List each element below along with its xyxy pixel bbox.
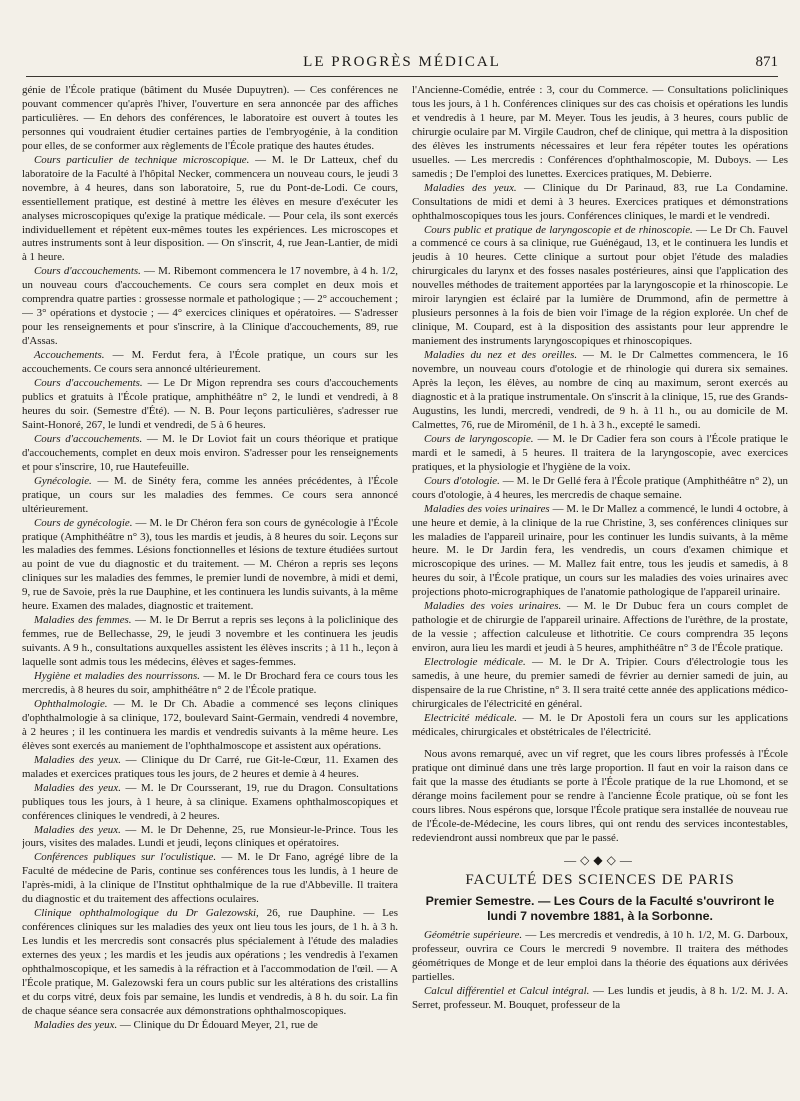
article-paragraph [22, 377, 398, 433]
article-paragraph [412, 349, 788, 433]
paragraph-heading: Electricité médicale. [424, 711, 518, 724]
paragraph-text: — M. le Dr Calmettes commencera, le 16 novembre, un nouveau cours d'otologie et de rhinologie qui durera six semaines. Après la leçon, les élèves, au nombre de cinq au maximum, seront exercés au diagnostic et à la pratique instrumentale. On s'inscrit à la clinique, 15, rue des Grands-Augustins, les lundi, mercredi, vendredi, de 9 h. à 11 h., ou au domicile de M. Calmettes, 76, rue de Miroménil, de 1 h. à 3 h., excepté le samedi. [412, 349, 788, 431]
paragraph-heading: Cours d'otologie. [424, 474, 500, 487]
paragraph-text: — M. Ribemont commencera le 17 novembre, à 4 h. 1/2, un nouveau cours d'accouchements. Ce cours sera complet en deux mois et comprendra quatre parties : grossesse normale et pathologique ; — 2° accouchement ; — 3° opérations et dystocie ; — 4° exercices cliniques et opératoires. — S'adresser pour les renseignements et pour s'inscrire, à la Clinique d'accouchements, 89, rue d'Assas. [22, 265, 398, 348]
paragraph-heading: Cours de laryngoscopie. [424, 432, 534, 445]
paragraph-heading: Maladies du nez et des oreilles. [424, 349, 578, 362]
paragraph-heading: Maladies des yeux. [424, 181, 517, 194]
article-paragraph [412, 475, 788, 503]
paragraph-text: — Clinique du Dr Parinaud, 83, rue La Condamine. Consultations de midi et demi à 3 heures. Exercices pratiques et démonstrations ophthalmoscopiques tous les jours. Conférences cliniques, le mardi et le vendredi. [412, 181, 788, 222]
article-paragraph [22, 154, 398, 266]
article-paragraph [22, 265, 398, 349]
paragraph-text: — M. le Dr Latteux, chef du laboratoire de la Faculté à l'hôpital Necker, commencera un nouveau cours, le jeudi 3 novembre, à 4 heures, dans son laboratoire, 5, rue du Pont-de-Lodi. Ce cours, essentiellement pratique, est destiné à mettre les élèves en mesure d'exécuter les analyses microscopiques qu'exige la pratique médicale. — Pour cela, ils sont exercés individuellement et répètent eux-mêmes toutes les expériences. Les microscopes et autres instruments sont à leur disposition. — On s'inscrit, 4, rue Jean-Lantier, de midi à 1 heure. [22, 153, 398, 264]
paragraph-heading: Conférences publiques sur l'oculistique. [34, 851, 217, 864]
faculty-section-subheading: Premier Semestre. — Les Cours de la Faculté s'ouvriront le lundi 7 novembre 1881, à la Sorbonne. [425, 894, 775, 924]
journal-title: LE PROGRÈS MÉDICAL [303, 54, 501, 70]
paragraph-heading: Maladies des voies urinaires. [424, 600, 562, 613]
left-column [22, 84, 398, 1088]
paragraph-heading: Maladies des femmes. [34, 614, 132, 627]
paragraph-text: — M. le Dr Ch. Abadie a commencé ses leçons cliniques d'ophthalmologie à sa clinique, 172, boulevard Saint-Germain, vendredi 4 novembre, à 2 heures ; il les continuera les mardis et vendredis suivants à la même heure. Les élèves sont exercés au maniement de l'ophthalmoscope et assistent aux opérations. [22, 697, 398, 752]
article-paragraph [22, 84, 398, 154]
article-paragraph [22, 907, 398, 1019]
paragraph-heading: Electrologie médicale. [424, 656, 526, 669]
paragraph-text: l'Ancienne-Comédie, entrée : 3, cour du Commerce. — Consultations policliniques tous les jours, à 1 h. Conférences cliniques sur des cas choisis et opérations les lundis et vendredis à 1 heure, par M. Meyer. Tous les jeudis, à 3 heures, cours public de chirurgie oculaire par M. Virgile Caudron, chef de clinique, qui mettra à la disposition des élèves les instruments nécessaires et leur fera répéter toutes les opérations usuelles. — Les mercredis : Conférences d'ophthalmoscopie, M. Duboys. — Les samedis ; De l'emploi des lunettes. Exercices pratiques, M. Debierre. [412, 84, 788, 180]
section-ornament: —◇◆◇— [564, 853, 636, 868]
article-paragraph [412, 433, 788, 475]
paragraph-heading: Cours d'accouchements. [34, 265, 141, 278]
article-paragraph [22, 1019, 398, 1033]
paragraph-heading: Géométrie supérieure. [424, 929, 523, 942]
paragraph-heading: Maladies des yeux. [34, 823, 121, 836]
paragraph-heading: Maladies des voies urinaires [424, 502, 550, 515]
article-paragraph [22, 433, 398, 475]
article-paragraph [412, 182, 788, 224]
paragraph-text: — M. le Dr Gellé fera à l'École pratique (Amphithéâtre n° 2), un cours d'otologie, à 4 heures, les mercredis de chaque semaine. [412, 474, 788, 501]
paragraph-text: — M. le Dr Loviot fait un cours théorique et pratique d'accouchements, complet en deux mois environ. S'adresser pour les renseignements et pour s'inscrire, 10, rue Hautefeuille. [22, 432, 398, 473]
paragraph-heading: Cours public et pratique de laryngoscopie et de rhinoscopie. [424, 223, 693, 236]
page-number: 871 [755, 54, 778, 70]
paragraph-heading: Calcul différentiel et Calcul intégral. [424, 985, 590, 998]
right-column-paragraphs [412, 84, 788, 845]
paragraph-heading: Maladies des yeux. [34, 753, 122, 766]
article-paragraph [412, 748, 788, 846]
article-paragraph [22, 698, 398, 754]
paragraph-heading: Cours d'accouchements. [34, 432, 143, 445]
paragraph-text: — M. le Dr Apostoli fera un cours sur les applications médicales, chirurgicales et obstétricales de l'électricité. [412, 711, 788, 738]
article-paragraph [412, 503, 788, 601]
article-paragraph [412, 84, 788, 182]
article-paragraph [412, 929, 788, 985]
paragraph-text: — Le Dr Migon reprendra ses cours d'accouchements publics et gratuits à l'École pratique, amphithéâtre n° 2, le lundi et vendredi, à 8 heures du soir. (Semestre d'Été). — N. B. Pour leçons particulières, s'adresser rue Saint-Honoré, 267, le lundi et vendredi, de 5 à 6 heures. [22, 377, 398, 431]
paragraph-text: — M. Ferdut fera, à l'École pratique, un cours sur les accouchements. Ce cours sera annoncé ultérieurement. [22, 349, 398, 376]
paragraph-text: — Le Dr Ch. Fauvel a commencé ce cours à sa clinique, rue Guénégaud, 13, et le continuera les lundis et jeudis à 10 heures. Cette clinique a surtout pour objet l'étude des maladies chirurgicales du larynx et des fosses nasales postérieures, ainsi que l'application des nouvelles méthodes de traitement apportées par la laryngoscopie et la rhinoscopie. Le miroir laryngien est éclairé par la lumière de Drummond, afin de permettre à plusieurs personnes à la fois de bien voir l'image de la région explorée. Un chef de clinique, M. Coupard, est à la disposition des assistants pour leur apprendre le maniement des instruments laryngoscopiques et rhinoscopiques. [412, 223, 788, 348]
paragraph-text: — Les mercredis et vendredis, à 10 h. 1/2, M. G. Darboux, professeur, ouvrira ce Cours le mercredi 9 novembre. Il traitera des méthodes géométriques de Monge et de leur emploi dans la théorie des équations aux dérivées partielles. [412, 929, 788, 984]
article-paragraph [22, 614, 398, 670]
article-paragraph [412, 656, 788, 712]
article-paragraph [412, 224, 788, 350]
paragraph-heading: Ophthalmologie. [34, 697, 108, 710]
article-paragraph [412, 712, 788, 740]
article-paragraph [22, 349, 398, 377]
faculty-section-paragraphs [412, 929, 788, 1013]
article-paragraph [22, 517, 398, 615]
paragraph-text: — M. le Dr Fano, agrégé libre de la Faculté de médecine de Paris, continue ses conférences tous les lundis, à 1 heure de l'après-midi, à la clinique de l'Institut ophthalmique de la rue d'Abbeville. Il traitera du diagnostic et du traitement des affections oculaires. [22, 851, 398, 906]
paragraph-text: — M. le Dr Mallez a commencé, le lundi 4 octobre, à une heure et demie, à la clinique de la rue Christine, 3, ses conférences cliniques sur les maladies de l'appareil urinaire, pour les continuer les lundis suivants, à la même heure. M. le Dr Jardin fera, les vendredis, un cours d'examen chimique et microscopique des urines. — M. Mallez fait entre, tous les jeudis et samedis, à 8 heures du soir, à l'École pratique, un cours sur les maladies des voies urinaires avec projections photo-micrographiques de l'anatomie pathologique de l'appareil urinaire. [412, 502, 788, 599]
paragraph-text: génie de l'École pratique (bâtiment du Musée Dupuytren). — Ces conférences ne pouvant commencer qu'après l'hiver, l'ouverture en sera annoncée par des affiches particulières. — En dehors des conférences, le laboratoire est ouvert à toutes les personnes qui voudraient étudier certaines parties de l'embryogénie, à la condition pour elles, de se conformer aux règlements de l'École pratique des hautes études. [22, 84, 398, 152]
paragraph-text: — Clinique du Dr Carré, rue Git-le-Cœur, 11. Examen des malades et exercices pratiques tous les jours, de 2 heures et demie à 4 heures. [22, 753, 398, 780]
right-column [412, 84, 788, 1088]
paragraph-heading: Cours d'accouchements. [34, 377, 143, 390]
paragraph-heading: Clinique ophthalmologique du Dr Galezowski, [34, 907, 259, 920]
paragraph-heading: Maladies des yeux. [34, 781, 121, 794]
paragraph-heading: Cours de gynécologie. [34, 516, 133, 529]
paragraph-text: — M. le Dr Coursserant, 19, rue du Dragon. Consultations publiques tous les jours, à 1 heure, à sa clinique. Examens ophthalmoscopiques et conférences cliniques le vendredi, à 2 heures. [22, 781, 398, 822]
paragraph-text: — M. le Dr Dubuc fera un cours complet de pathologie et de chirurgie de l'appareil urinaire. Affections de l'urèthre, de la prostate, de la vessie ; affection calculeuse et lithotritie. Ce cours comprendra 35 leçons environ, aura lieu les mardi et jeudi à 5 heures, amphithéâtre n° 3 de l'École pratique. [412, 600, 788, 655]
article-paragraph [22, 824, 398, 852]
paragraph-text: — M. le Dr Berrut a repris ses leçons à la policlinique des femmes, rue de Bellechasse, 29, le jeudi 3 novembre et les continuera les jeudis suivants. A 9 h., consultations auxquelles assistent les élèves inscrits ; à 11 h., leçon à laquelle sont admis tous les médecins, élèves et sages-femmes. [22, 614, 398, 669]
paragraph-text: — M. le Dr A. Tripier. Cours d'électrologie tous les samedis, à une heure, du premier samedi de février au dernier samedi de juin, au dispensaire de la rue Christine, n° 3. Il sera traité cette année des applications médico-chirurgicales de l'électricité en général. [412, 656, 788, 710]
paragraph-heading: Maladies des yeux. [34, 1018, 118, 1031]
article-paragraph [22, 670, 398, 698]
paragraph-text: — M. le Dr Brochard fera ce cours tous les mercredis, à 8 heures du soir, amphithéâtre n° 2 de l'École pratique. [22, 670, 398, 696]
faculty-section-title: FACULTÉ DES SCIENCES DE PARIS [465, 872, 735, 889]
running-header [26, 52, 778, 77]
article-paragraph [412, 600, 788, 656]
article-paragraph [412, 985, 788, 1013]
article-paragraph [22, 782, 398, 824]
paragraph-text: — M. de Sinéty fera, comme les années précédentes, à l'École pratique, un cours sur les maladies des femmes. Ce cours sera annoncé ultérieurement. [22, 474, 398, 515]
paragraph-text: — Les lundis et jeudis, à 8 h. 1/2. M. J. A. Serret, professeur. M. Bouquet, professeur de la [412, 985, 788, 1012]
paragraph-text: — M. le Dr Cadier fera son cours à l'École pratique le mardi et le samedi, à 5 heures. Il traitera de la laryngoscopie, avec exercices pratiques, et la physiologie et l'hygiène de la voix. [412, 432, 788, 473]
paragraph-text: Nous avons remarqué, avec un vif regret, que les cours libres professés à l'École pratique ont diminué dans une très large proportion. Il faut en voir la raison dans ce fait que la masse des étudiants se porte à l'École pratique de la rue Lhomond, et se dérange moins facilement pour se rendre à l'ancienne École pratique, où se font les cours libres. Nous espérons que, lorsque l'École pratique sera installée de nouveau rue de l'École-de-Médecine, les cours libres, qui ont rendu des services incontestables, redeviendront aussi nombreux que par le passé. [412, 747, 788, 844]
paragraph-text: — M. le Dr Chéron fera son cours de gynécologie à l'École pratique (Amphithéâtre n° 3), tous les mardis et jeudis, à 8 heures du soir. Leçons sur les maladies des femmes. Lésions fonctionnelles et lésions de texture étudiées surtout au point de vue du diagnostic et du traitement. — M. Chéron a repris ses leçons cliniques sur les maladies des femmes, le premier lundi de novembre, à midi et demi, 9, rue de Savoie, près la rue Dauphine, et les continuera les lundis suivants, à la même heure. Examen des malades, diagnostic et traitement. [22, 516, 398, 613]
article-paragraph [22, 754, 398, 782]
paragraph-text: 26, rue Dauphine. — Les conférences cliniques sur les maladies des yeux ont lieu tous les jours, de 1 h. à 3 h. Les lundis et les mercredis sont consacrés plus spécialement à l'étude des maladies externes des yeux ; les mardis et les jeudis aux opérations ; les vendredis à l'examen ophthalmoscopique, et les samedis à la réfraction et à l'accommodation de l'œil. — A l'École pratique, M. Galezowski fera un cours public sur les altérations des cristallins et du corps vitré, deux fois par semaine, les lundis et vendredis, à 8 h. du soir. La fin de chaque séance sera consacrée aux démonstrations ophthalmoscopiques. [22, 907, 398, 1017]
article-paragraph [22, 475, 398, 517]
paragraph-heading: Accouchements. [34, 349, 105, 362]
paragraph-heading: Cours particulier de technique microscopique. [34, 153, 250, 166]
paragraph-heading: Hygiène et maladies des nourrissons. [34, 670, 200, 683]
paragraph-heading: Gynécologie. [34, 474, 92, 487]
article-paragraph [22, 851, 398, 907]
paragraph-text: — Clinique du Dr Édouard Meyer, 21, rue de [117, 1018, 318, 1031]
paragraph-text: — M. le Dr Dehenne, 25, rue Monsieur-le-Prince. Tous les jours, visites des malades. Lundi et jeudi, leçons cliniques et opératoires. [22, 823, 398, 850]
